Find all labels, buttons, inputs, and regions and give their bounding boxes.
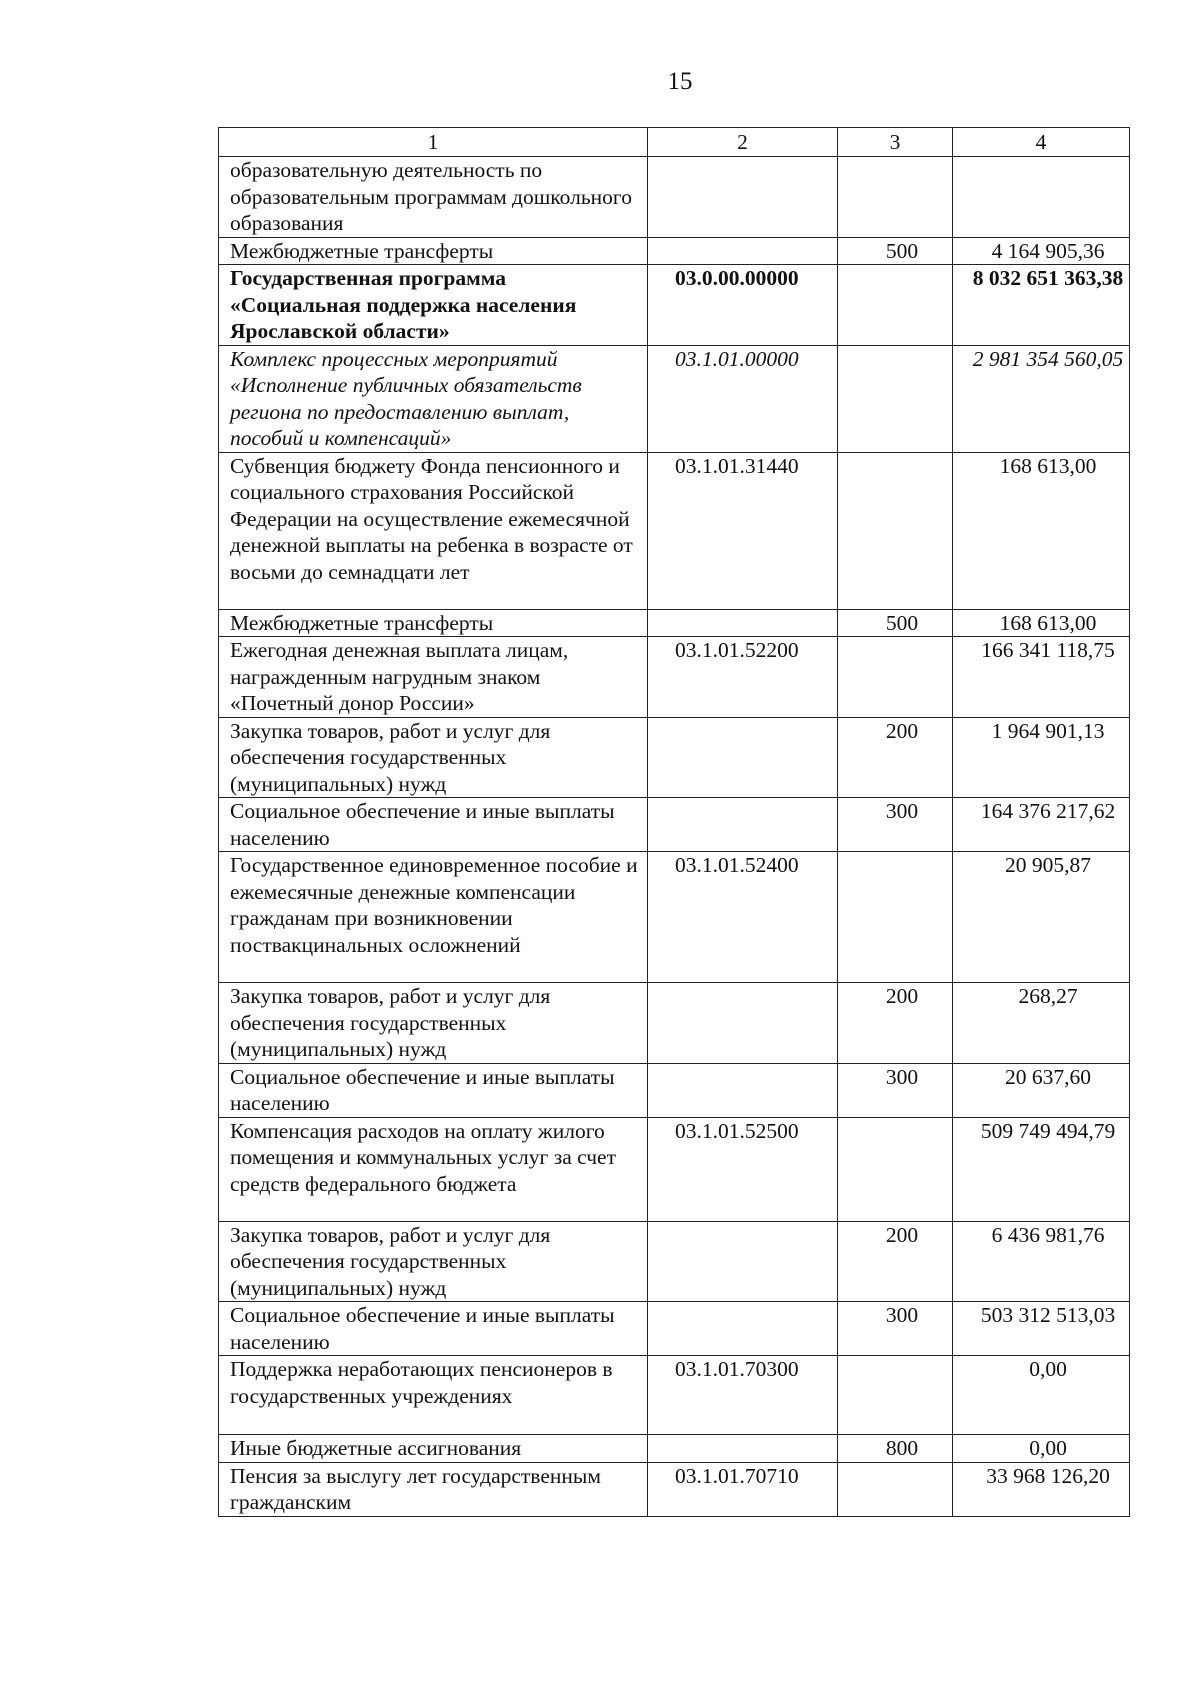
table-row (219, 1302, 1130, 1356)
row-type-cell: 500 (838, 237, 953, 265)
row-amount-cell: 0,00 (953, 1356, 1130, 1435)
row-name-cell: Межбюджетные трансферты (219, 609, 648, 637)
row-name-cell: Закупка товаров, работ и услуг для обеспечения государственных (муниципальных) нужд (219, 717, 648, 798)
table-row (219, 798, 1130, 852)
table-row (219, 637, 1130, 718)
row-amount-cell: 20 637,60 (953, 1063, 1130, 1117)
row-type-cell: 300 (838, 1063, 953, 1117)
table-row (219, 609, 1130, 637)
row-code-cell (648, 983, 838, 1064)
row-name-cell: Государственная программа «Социальная поддержка населения Ярославской области» (219, 265, 648, 346)
row-code-cell (648, 609, 838, 637)
table-row (219, 237, 1130, 265)
row-type-cell (838, 157, 953, 238)
row-code-cell (648, 157, 838, 238)
row-amount-cell: 33 968 126,20 (953, 1462, 1130, 1516)
row-amount-cell (953, 157, 1130, 238)
row-code-cell (648, 1435, 838, 1463)
row-amount-cell: 8 032 651 363,38 (953, 265, 1130, 346)
budget-table-body (219, 128, 1130, 1517)
header-cell-4: 4 (953, 128, 1130, 157)
row-amount-cell: 268,27 (953, 983, 1130, 1064)
row-code-cell (648, 237, 838, 265)
row-amount-cell: 168 613,00 (953, 452, 1130, 609)
row-name-cell: Пенсия за выслугу лет государственным гражданским (219, 1462, 648, 1516)
row-amount-cell: 1 964 901,13 (953, 717, 1130, 798)
row-type-cell (838, 1356, 953, 1435)
row-type-cell (838, 1117, 953, 1221)
row-amount-cell: 503 312 513,03 (953, 1302, 1130, 1356)
header-cell-3: 3 (838, 128, 953, 157)
budget-table (218, 127, 1130, 1517)
table-row (219, 1462, 1130, 1516)
row-name-cell: Поддержка неработающих пенсионеров в государственных учреждениях (219, 1356, 648, 1435)
row-code-cell (648, 1302, 838, 1356)
header-cell-1: 1 (219, 128, 648, 157)
row-type-cell (838, 852, 953, 983)
row-code-cell (648, 798, 838, 852)
row-amount-cell: 2 981 354 560,05 (953, 345, 1130, 452)
table-row (219, 1117, 1130, 1221)
header-cell-2: 2 (648, 128, 838, 157)
table-row (219, 157, 1130, 238)
row-name-cell: Ежегодная денежная выплата лицам, награжденным нагрудным знаком «Почетный донор России» (219, 637, 648, 718)
row-code-cell: 03.1.01.70710 (648, 1462, 838, 1516)
row-type-cell: 300 (838, 1302, 953, 1356)
table-row (219, 1221, 1130, 1302)
row-name-cell: Закупка товаров, работ и услуг для обеспечения государственных (муниципальных) нужд (219, 1221, 648, 1302)
row-name-cell: образовательную деятельность по образовательным программам дошкольного образования (219, 157, 648, 238)
row-code-cell (648, 1063, 838, 1117)
table-row (219, 717, 1130, 798)
row-name-cell: Иные бюджетные ассигнования (219, 1435, 648, 1463)
row-name-cell: Закупка товаров, работ и услуг для обеспечения государственных (муниципальных) нужд (219, 983, 648, 1064)
row-name-cell: Межбюджетные трансферты (219, 237, 648, 265)
table-row (219, 265, 1130, 346)
table-row (219, 1063, 1130, 1117)
row-code-cell: 03.1.01.31440 (648, 452, 838, 609)
row-type-cell (838, 1462, 953, 1516)
row-amount-cell: 509 749 494,79 (953, 1117, 1130, 1221)
table-row (219, 983, 1130, 1064)
row-code-cell: 03.1.01.52200 (648, 637, 838, 718)
row-amount-cell: 4 164 905,36 (953, 237, 1130, 265)
row-type-cell (838, 345, 953, 452)
row-type-cell: 200 (838, 717, 953, 798)
row-type-cell: 500 (838, 609, 953, 637)
row-amount-cell: 6 436 981,76 (953, 1221, 1130, 1302)
table-row (219, 1356, 1130, 1435)
row-amount-cell: 168 613,00 (953, 609, 1130, 637)
table-row (219, 852, 1130, 983)
row-type-cell (838, 637, 953, 718)
row-type-cell: 800 (838, 1435, 953, 1463)
row-amount-cell: 166 341 118,75 (953, 637, 1130, 718)
row-name-cell: Государственное единовременное пособие и ежемесячные денежные компенсации гражданам при возникновении поствакцинальных осложнений (219, 852, 648, 983)
row-name-cell: Социальное обеспечение и иные выплаты населению (219, 1063, 648, 1117)
row-code-cell: 03.1.01.52400 (648, 852, 838, 983)
row-code-cell (648, 717, 838, 798)
table-header-row (219, 128, 1130, 157)
row-type-cell: 300 (838, 798, 953, 852)
row-name-cell: Субвенция бюджету Фонда пенсионного и социального страхования Российской Федерации на осуществление ежемесячной денежной выплаты на ребенка в возрасте от восьми до семнадцати лет (219, 452, 648, 609)
table-row (219, 1435, 1130, 1463)
row-type-cell (838, 452, 953, 609)
page-number: 15 (667, 68, 693, 95)
row-amount-cell: 20 905,87 (953, 852, 1130, 983)
table-row (219, 345, 1130, 452)
row-type-cell (838, 265, 953, 346)
row-type-cell: 200 (838, 983, 953, 1064)
row-code-cell: 03.1.01.00000 (648, 345, 838, 452)
row-name-cell: Социальное обеспечение и иные выплаты населению (219, 1302, 648, 1356)
table-row (219, 452, 1130, 609)
row-name-cell: Компенсация расходов на оплату жилого помещения и коммунальных услуг за счет средств федерального бюджета (219, 1117, 648, 1221)
row-code-cell: 03.1.01.70300 (648, 1356, 838, 1435)
row-name-cell: Социальное обеспечение и иные выплаты населению (219, 798, 648, 852)
row-amount-cell: 164 376 217,62 (953, 798, 1130, 852)
row-code-cell (648, 1221, 838, 1302)
row-amount-cell: 0,00 (953, 1435, 1130, 1463)
row-code-cell: 03.1.01.52500 (648, 1117, 838, 1221)
row-type-cell: 200 (838, 1221, 953, 1302)
row-name-cell: Комплекс процессных мероприятий «Исполнение публичных обязательств региона по предоставлению выплат, пособий и компенсаций» (219, 345, 648, 452)
row-code-cell: 03.0.00.00000 (648, 265, 838, 346)
